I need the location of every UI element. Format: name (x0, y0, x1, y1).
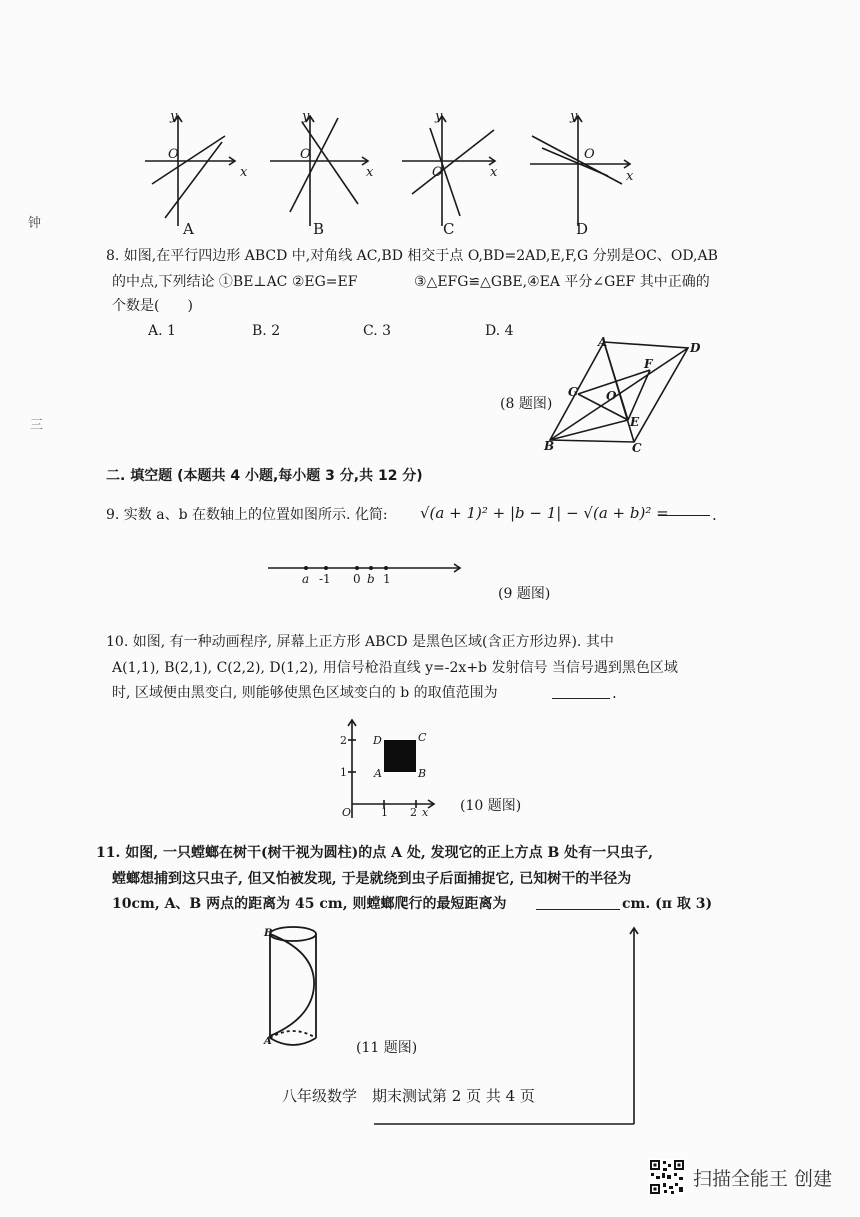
graph-x1-label: 1 (381, 806, 388, 819)
watermark-text: 扫描全能王 创建 (692, 1167, 832, 1190)
point-c-label: C (632, 441, 642, 454)
q8-choice-d: D. 4 (485, 323, 514, 339)
q10-line-1: 10. 如图, 有一种动画程序, 屏幕上正方形 ABCD 是黑色区域(含正方形边界). 其中 (106, 634, 614, 650)
axis-x-label: x (626, 169, 634, 184)
q9-period: . (712, 506, 717, 524)
graph-y2-label: 2 (340, 734, 347, 747)
q11-line-2: 螳螂想捕到这只虫子, 但又怕被发现, 于是就绕到虫子后面捕捉它, 已知树干的半径为 (112, 871, 632, 887)
q11-line-1: 11. 如图, 一只螳螂在树干(树干视为圆柱)的点 A 处, 发现它的正上方点 B 处有一只虫子, (96, 845, 654, 861)
q8-parallelogram-figure (540, 336, 710, 454)
cylinder-point-a-label: A (264, 1036, 272, 1047)
graph-origin-label: O (342, 806, 352, 819)
axis-x-label: x (490, 165, 498, 180)
q11-answer-blank (536, 908, 620, 910)
point-a-label: A (598, 336, 608, 349)
axis-origin-label: O (432, 165, 443, 180)
square-d-label: D (373, 734, 382, 747)
q10-line-2: A(1,1), B(2,1), C(2,2), D(1,2), 用信号枪沿直线 y=-2x+b 发射信号 当信号遇到黑色区域 (112, 660, 678, 676)
cylinder-point-b-label: B (264, 928, 273, 939)
margin-mark: 三 (30, 418, 44, 433)
q9-expression: √(a + 1)² + |b − 1| − √(a + b)² = (420, 504, 669, 522)
point-b-label: B (544, 439, 555, 453)
q8-line-3: 个数是( ) (112, 298, 193, 314)
axis-y-label: y (302, 109, 310, 124)
axis-origin-label: O (300, 147, 311, 162)
axis-origin-label: O (168, 147, 179, 162)
q11-caption: (11 题图) (356, 1040, 418, 1056)
q8-caption: (8 题图) (500, 396, 553, 412)
square-b-label: B (418, 767, 427, 780)
qr-code-icon (649, 1159, 685, 1195)
point-o-label: O (606, 389, 617, 403)
q9-caption: (9 题图) (498, 586, 551, 602)
square-a-label: A (374, 767, 382, 780)
q10-coordinate-graph (336, 716, 440, 820)
q9-number-line (264, 558, 464, 588)
axis-origin-label: O (584, 147, 595, 162)
option-label-d: D (576, 220, 589, 238)
q11-line-3b: cm. (π 取 3) (622, 896, 713, 912)
q7-option-graphs (130, 108, 750, 238)
q8-line-1: 8. 如图,在平行四边形 ABCD 中,对角线 AC,BD 相交于点 O,BD=2AD,E,F,G 分别是OC、OD,AB (106, 248, 718, 264)
page-footer: 八年级数学 期末测试第 2 页 共 4 页 (282, 1087, 535, 1105)
numline-one-label: 1 (383, 572, 391, 586)
q8-choice-b: B. 2 (252, 323, 281, 339)
option-label-a: A (183, 220, 194, 238)
option-label-b: B (313, 220, 325, 238)
q10-caption: (10 题图) (460, 798, 522, 814)
q8-line-2b: ③△EFG≌△GBE,④EA 平分∠GEF 其中正确的 (414, 274, 710, 290)
q8-line-2a: 的中点,下列结论 ①BE⊥AC ②EG=EF (112, 274, 358, 290)
square-c-label: C (418, 731, 427, 744)
numline-zero-label: 0 (353, 572, 361, 586)
axis-y-label: y (570, 109, 578, 124)
point-f-label: F (644, 357, 653, 371)
axis-y-label: y (435, 109, 443, 124)
q8-choice-c: C. 3 (363, 323, 392, 339)
numline-a-label: a (302, 572, 310, 586)
q11-line-3a: 10cm, A、B 两点的距离为 45 cm, 则螳螂爬行的最短距离为 (112, 896, 507, 912)
scanner-watermark (649, 1159, 832, 1195)
numline-b-label: b (367, 572, 375, 586)
graph-y1-label: 1 (340, 766, 347, 779)
axis-x-label: x (240, 165, 248, 180)
point-e-label: E (630, 415, 640, 429)
point-d-label: D (690, 341, 701, 355)
point-g-label: G (568, 385, 579, 399)
axis-y-label: y (170, 109, 178, 124)
q10-line-3: 时, 区域便由黑变白, 则能够使黑色区域变白的 b 的取值范围为 (112, 685, 498, 701)
axis-x-label: x (366, 165, 374, 180)
q8-choice-a: A. 1 (148, 323, 176, 339)
q11-cylinder-figure (262, 922, 324, 1054)
graph-x2-label: 2 (410, 806, 417, 819)
graph-x-axis-label: x (422, 806, 429, 819)
option-label-c: C (443, 220, 455, 238)
q10-answer-blank (552, 697, 610, 699)
q10-period: . (612, 684, 617, 702)
q9-answer-blank (658, 514, 710, 516)
numline-neg1-label: -1 (319, 572, 331, 586)
section-title: 二. 填空题 (本题共 4 小题,每小题 3 分,共 12 分) (106, 468, 423, 484)
margin-mark: 钟 (28, 216, 42, 231)
q9-stem: 9. 实数 a、b 在数轴上的位置如图所示. 化简: (106, 507, 388, 523)
